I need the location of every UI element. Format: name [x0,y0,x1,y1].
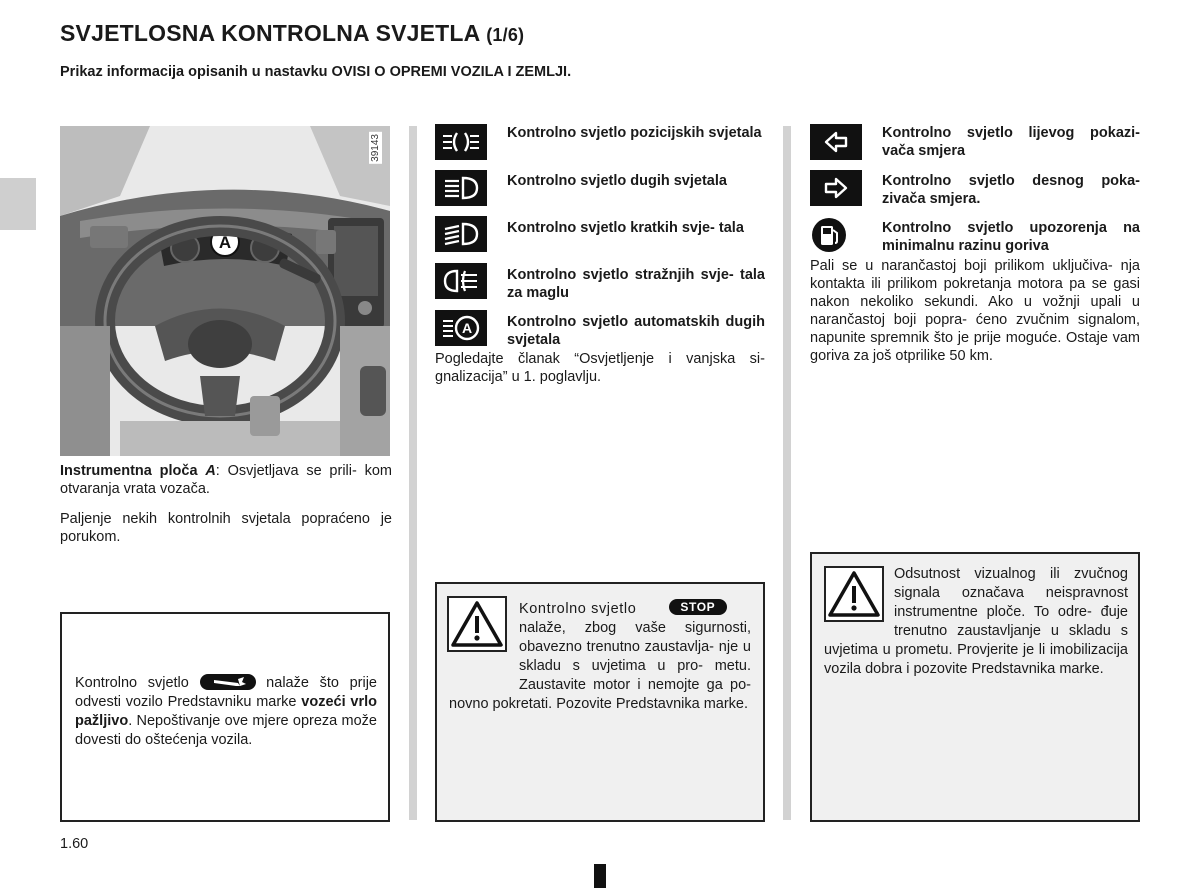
caption-rest: : Osvjetljava se prili- kom otvaranja vrata vozača. [60,463,392,497]
svg-text:A: A [461,320,473,336]
service-text-end: . Nepoštivanje ove mjere opreza može dovesti do oštećenja vozila. [75,713,377,748]
page-edge-mark [594,864,606,888]
fuel-icon [810,216,850,254]
service-text-before: Kontrolno svjetlo [75,675,189,691]
position-lights-icon [435,124,487,160]
chapter-tab [0,178,36,230]
dashboard-fault-box [810,552,1140,822]
column-divider-1 [409,126,417,820]
caption2-text: Paljenje nekih kontrolnih svjetala popraćeno je porukom. [60,511,392,545]
title-text: SVJETLOSNA KONTROLNA SVJETLA [60,20,480,46]
low-beam-icon [435,216,487,252]
dashboard-fault-text: Odsutnost vizualnog ili zvučnog signala označava neispravnost instrumentne ploče. To odre- đuje trenutno zaustavljanje u skladu s uvjetima u prometu. Provjerite je li imobilizacija vozila dobra i pozovite Predstavnika marke. [824,566,1128,677]
stop-text-body [449,619,751,739]
dashboard-caption [60,462,392,498]
page-title [60,20,524,47]
stop-text-after: nalaže, zbog vaše sigurnosti, obavezno trenutno zaustavlja- nje u skladu s uvjetima u pro- metu. Zaustavite motor i nemojte ga po- novno pokretati. Pozovite Predstavnika marke. [449,620,751,712]
caption-bold: Instrumentna ploča [60,463,206,479]
title-part: (1/6) [486,25,525,45]
auto-high-beam-icon [435,310,487,346]
lamp-label: Kontrolno svjetlo upozorenja na minimalnu razinu goriva [882,220,1140,254]
service-text-bold: vozeći vrlo pažljivo [75,694,377,729]
right-indicator-icon [810,170,862,206]
dashboard-photo [60,126,390,456]
message-caption [60,510,392,546]
lamp-label: Kontrolno svjetlo dugih svjetala [507,173,727,189]
intro-text: Prikaz informacija opisanih u nastavku OVISI O OPREMI VOZILA I ZEMLJI. [60,64,572,80]
lamp-label: Kontrolno svjetlo lijevog pokazi- vača smjera [882,125,1140,159]
lamp-label: Kontrolno svjetlo kratkih svje- tala [507,220,744,236]
stop-text-head [519,600,751,619]
service-warning-text [75,674,377,750]
column-divider-2 [783,126,791,820]
service-warning-box [60,612,390,822]
wrench-icon [200,674,256,690]
lamp-label: Kontrolno svjetlo desnog poka- zivača smjera. [882,173,1140,207]
lamp-label: Kontrolno svjetlo pozicijskih svjetala [507,125,762,141]
stop-warning-box [435,582,765,822]
figure-label-a: A [218,233,232,252]
rear-fog-icon [435,263,487,299]
service-text-after: nalaže što prije odvesti vozilo Predstavniku marke [75,675,377,710]
fuel-description: Pali se u narančastoj boji prilikom uključiva- nja kontakta ili prilikom pokretanja motora pa se gasi nakon nekoliko sekundi. Ako u vožnji upali u narančastoj boji popra- ćeno zvučnim signalom, napunite spremnik što je prije moguće. Ostaje vam goriva za još otprilike 50 km. [810,258,1140,364]
page-number: 1.60 [60,836,89,852]
dashboard-fault-text-wrap [824,565,1128,679]
left-indicator-icon [810,124,862,160]
lamp-label: Kontrolno svjetlo stražnjih svje- tala za maglu [507,267,765,301]
stop-text-before: Kontrolno svjetlo [519,601,637,617]
lamp-label: Kontrolno svjetlo automatskih dugih svjetala [507,314,765,348]
lighting-reference-note: Pogledajte članak “Osvjetljenje i vanjska si- gnalizacija” u 1. poglavlju. [435,351,765,385]
stop-badge: STOP [669,599,727,615]
figure-id: 39143 [370,134,381,162]
high-beam-icon [435,170,487,206]
caption-italic: A [205,463,216,479]
